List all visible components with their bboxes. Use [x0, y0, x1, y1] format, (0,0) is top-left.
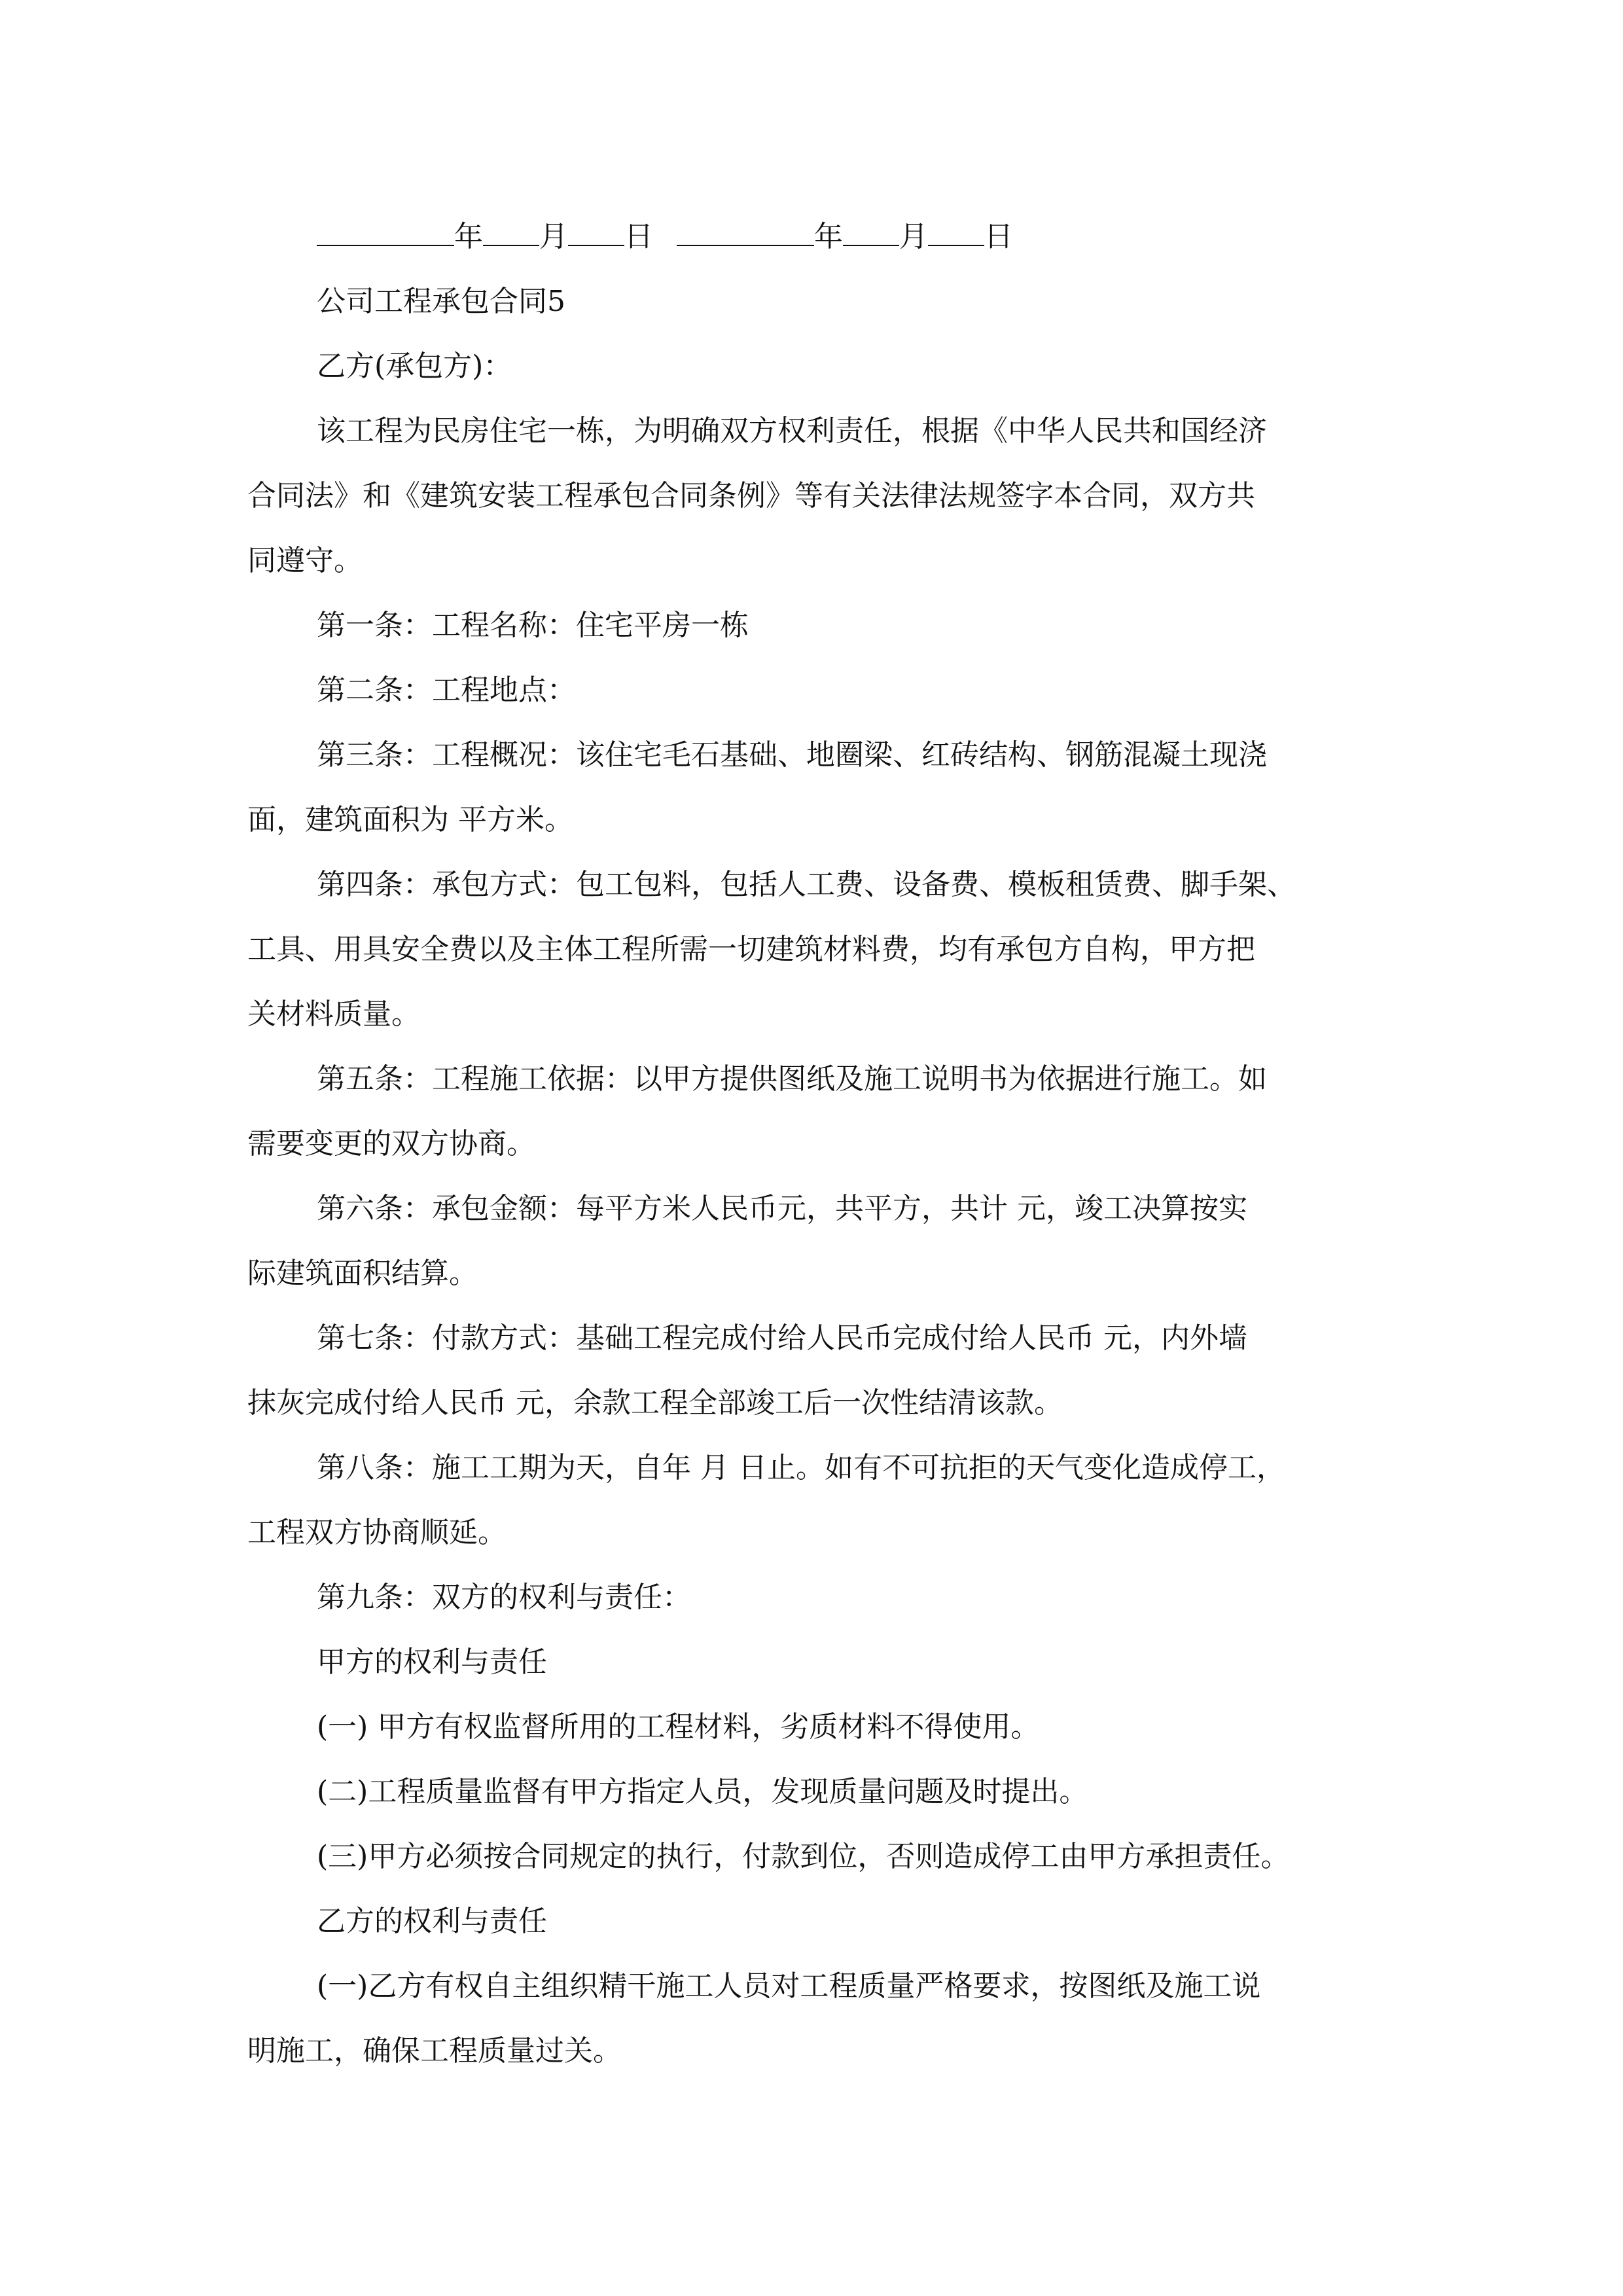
date-month-label-2: 月: [899, 220, 928, 253]
party-b-label: 乙方(承包方)：: [317, 350, 512, 383]
article-8-line: 第八条：施工工期为天，自年 月 日止。如有不可抗拒的天气变化造成停工，: [317, 1451, 1285, 1484]
blank-year-1: [317, 208, 454, 246]
party-a-heading: 甲方的权利与责任: [317, 1645, 547, 1679]
intro-paragraph-line: 合同法》和《建筑安装工程承包合同条例》等有关法律法规签字本合同，双方共: [247, 479, 1255, 512]
article-7-line: 抹灰完成付给人民币 元，余款工程全部竣工后一次性结清该款。: [247, 1386, 1063, 1420]
party-b-item-1-line: 明施工，确保工程质量过关。: [247, 2034, 622, 2068]
article-4-line: 关材料质量。: [247, 997, 420, 1031]
article-6-line: 际建筑面积结算。: [247, 1257, 478, 1290]
article-5-line: 需要变更的双方协商。: [247, 1127, 535, 1160]
blank-day-1: [568, 208, 624, 246]
article-3-line: 面，建筑面积为 平方米。: [247, 803, 573, 836]
blank-year-2: [677, 208, 814, 246]
date-year-label-1: 年: [454, 220, 483, 253]
article-6-line: 第六条：承包金额：每平方米人民币元，共平方，共计 元，竣工决算按实: [317, 1192, 1247, 1225]
document-body: [247, 204, 1389, 2083]
date-year-label-2: 年: [814, 220, 843, 253]
article-3-line: 第三条：工程概况：该住宅毛石基础、地圈梁、红砖结构、钢筋混凝土现浇: [317, 738, 1267, 772]
party-a-item-3: (三)甲方必须按合同规定的执行，付款到位，否则造成停工由甲方承担责任。: [317, 1840, 1290, 1873]
party-a-item-2: (二)工程质量监督有甲方指定人员，发现质量问题及时提出。: [317, 1775, 1088, 1808]
date-day-label-2: 日: [984, 220, 1013, 253]
signature-date-line: [247, 204, 1389, 269]
contract-title: 公司工程承包合同5: [317, 285, 565, 318]
intro-paragraph-line: 同遵守。: [247, 544, 363, 577]
date-day-label-1: 日: [624, 220, 653, 253]
article-2: 第二条：工程地点：: [317, 673, 576, 707]
blank-month-1: [483, 208, 539, 246]
blank-month-2: [843, 208, 899, 246]
article-1: 第一条：工程名称：住宅平房一栋: [317, 609, 749, 642]
article-8-line: 工程双方协商顺延。: [247, 1516, 507, 1549]
blank-day-2: [928, 208, 984, 246]
party-a-item-1: (一) 甲方有权监督所用的工程材料，劣质材料不得使用。: [317, 1710, 1040, 1744]
date-month-label-1: 月: [539, 220, 568, 253]
article-7-line: 第七条：付款方式：基础工程完成付给人民币完成付给人民币 元，内外墙: [317, 1321, 1247, 1355]
article-4-line: 工具、用具安全费以及主体工程所需一切建筑材料费，均有承包方自构，甲方把: [247, 933, 1255, 966]
article-9: 第九条：双方的权利与责任：: [317, 1581, 691, 1614]
party-b-item-1-line: (一)乙方有权自主组织精干施工人员对工程质量严格要求，按图纸及施工说: [317, 1969, 1261, 2003]
article-4-line: 第四条：承包方式：包工包料，包括人工费、设备费、模板租赁费、脚手架、: [317, 868, 1296, 901]
article-5-line: 第五条：工程施工依据：以甲方提供图纸及施工说明书为依据进行施工。如: [317, 1062, 1267, 1096]
party-b-heading: 乙方的权利与责任: [317, 1905, 547, 1938]
intro-paragraph-line: 该工程为民房住宅一栋，为明确双方权利责任，根据《中华人民共和国经济: [317, 414, 1267, 448]
